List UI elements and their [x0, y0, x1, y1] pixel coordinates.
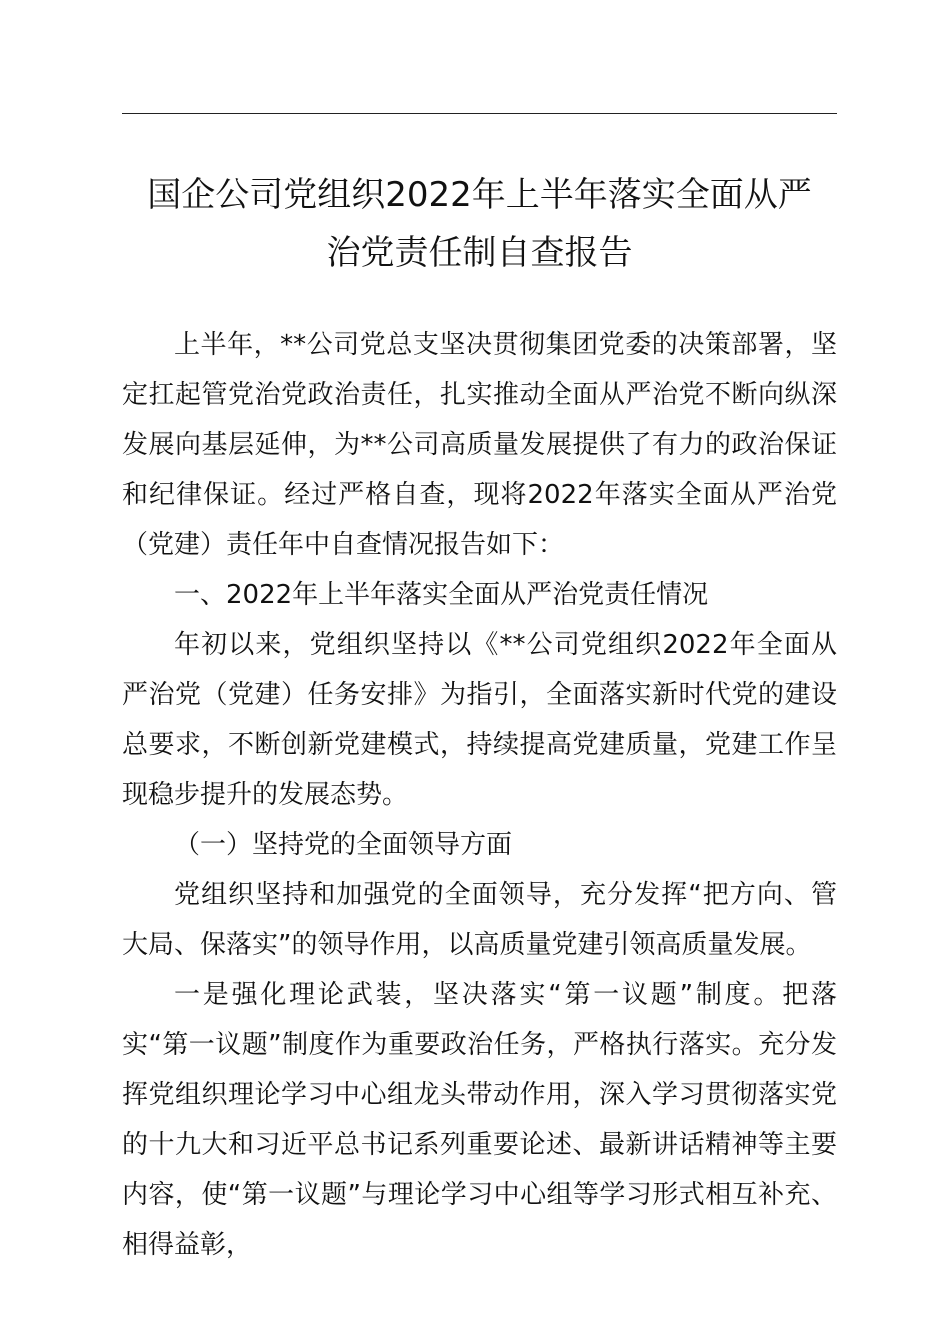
subsection-heading-1: （一）坚持党的全面领导方面 — [174, 830, 513, 860]
section-heading-1: 一、2022年上半年落实全面从严治党责任情况 — [174, 580, 709, 610]
section-1-paragraph: 年初以来，党组织坚持以《**公司党组织2022年全面从严治党（党建）任务安排》为指引，全面落实新时代党的建设总要求，不断创新党建模式，持续提高党建质量，党建工作呈现稳步提升的发展态势。 — [122, 630, 837, 810]
intro-paragraph: 上半年，**公司党总支坚决贯彻集团党委的决策部署，坚定扛起管党治党政治责任，扎实推动全面从严治党不断向纵深发展向基层延伸，为**公司高质量发展提供了有力的政治保证和纪律保证。经过严格自查，现将2022年落实全面从严治党（党建）责任年中自查情况报告如下： — [122, 330, 837, 560]
document-body — [122, 320, 837, 1270]
header-rule — [122, 113, 837, 114]
title-line-2: 治党责任制自查报告 — [326, 233, 633, 273]
point-1-paragraph: 一是强化理论武装，坚决落实“第一议题”制度。把落实“第一议题”制度作为重要政治任务，严格执行落实。充分发挥党组织理论学习中心组龙头带动作用，深入学习贯彻落实党的十九大和习近平总书记系列重要论述、最新讲话精神等主要内容，使“第一议题”与理论学习中心组等学习形式相互补充、相得益彰， — [122, 980, 837, 1260]
subsection-1-paragraph: 党组织坚持和加强党的全面领导，充分发挥“把方向、管大局、保落实”的领导作用，以高质量党建引领高质量发展。 — [122, 880, 837, 960]
title-line-1: 国企公司党组织2022年上半年落实全面从严 — [147, 175, 812, 215]
document-title — [122, 166, 837, 282]
